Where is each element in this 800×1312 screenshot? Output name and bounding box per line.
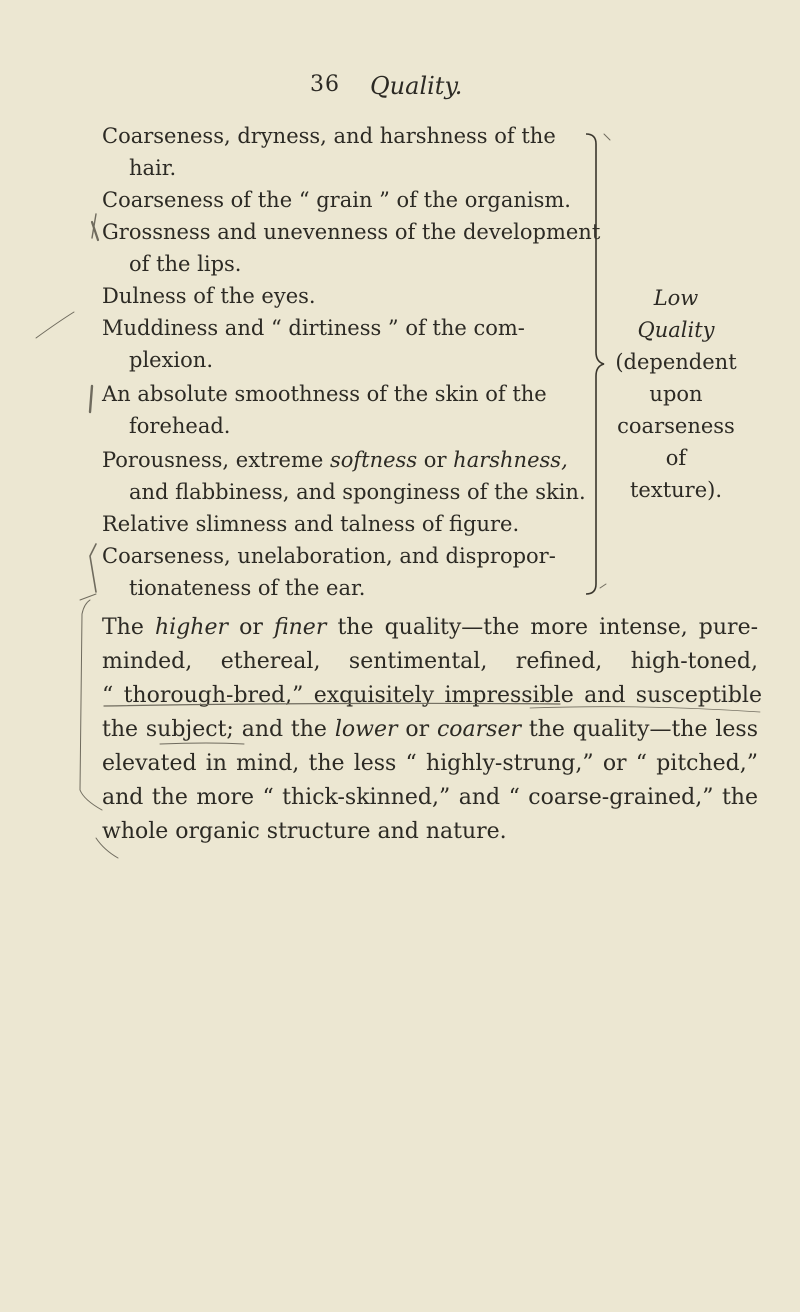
list-line: forehead.	[129, 414, 231, 438]
side-note-quality: Quality	[637, 318, 715, 342]
paragraph-emphasis: coarser	[436, 717, 521, 742]
list-line: of the lips.	[129, 252, 242, 276]
side-note-text: coarseness	[617, 414, 735, 438]
list-emphasis: softness	[329, 448, 418, 472]
paragraph-emphasis: finer	[273, 615, 327, 640]
side-note-low: Low	[653, 286, 699, 310]
paragraph-line	[102, 714, 758, 746]
list-line: tionateness of the ear.	[129, 576, 366, 600]
paragraph-line: and the more “ thick-skinned,” and “ coarse-grained,” the	[102, 785, 758, 810]
list-line: Coarseness of the “ grain ” of the organism.	[102, 188, 571, 212]
paragraph-line: whole organic structure and nature.	[102, 819, 507, 844]
paragraph-text: the quality—the less	[528, 717, 758, 742]
paragraph-line: elevated in mind, the less “ highly-strung,” or “ pitched,”	[102, 751, 758, 776]
paragraph-text: the quality—the more intense, pure-	[337, 615, 759, 640]
list-line: Relative slimness and talness of figure.	[102, 512, 520, 536]
paragraph-emphasis: lower	[334, 717, 398, 742]
side-note-text: upon	[649, 382, 703, 406]
side-note-text: (dependent	[615, 350, 737, 374]
list-line: Muddiness and “ dirtiness ” of the com-	[102, 316, 525, 340]
list-line	[102, 446, 568, 474]
paragraph-line	[102, 612, 758, 644]
list-text: Porousness, extreme	[102, 448, 324, 472]
page-header	[0, 72, 800, 112]
paragraph-text: or	[405, 717, 430, 742]
list-line: Coarseness, unelaboration, and dispropor-	[102, 544, 556, 568]
list-line: plexion.	[129, 348, 213, 372]
paragraph-line: “ thorough-bred,” exquisitely impressible and susceptible	[102, 683, 762, 708]
list-line: Coarseness, dryness, and harshness of the	[102, 124, 556, 148]
list-emphasis: harshness,	[453, 448, 568, 472]
paragraph-text: The	[102, 615, 144, 640]
list-line: Grossness and unevenness of the development	[102, 220, 601, 244]
page-number: 36	[310, 72, 340, 97]
side-note-text: texture).	[629, 478, 722, 502]
list-line: Dulness of the eyes.	[102, 284, 316, 308]
side-note-text: of	[665, 446, 687, 470]
list-line: and flabbiness, and sponginess of the skin.	[129, 480, 586, 504]
list-line: hair.	[129, 156, 177, 180]
paragraph-text: or	[239, 615, 263, 640]
paragraph-emphasis: higher	[154, 615, 228, 640]
paragraph-text: the subject; and the	[102, 717, 327, 742]
side-note	[594, 282, 758, 506]
list-line: An absolute smoothness of the skin of the	[102, 382, 547, 406]
list-text: or	[423, 448, 447, 472]
running-title: Quality.	[370, 72, 463, 100]
paragraph-line: minded, ethereal, sentimental, refined, high-toned,	[102, 649, 758, 674]
